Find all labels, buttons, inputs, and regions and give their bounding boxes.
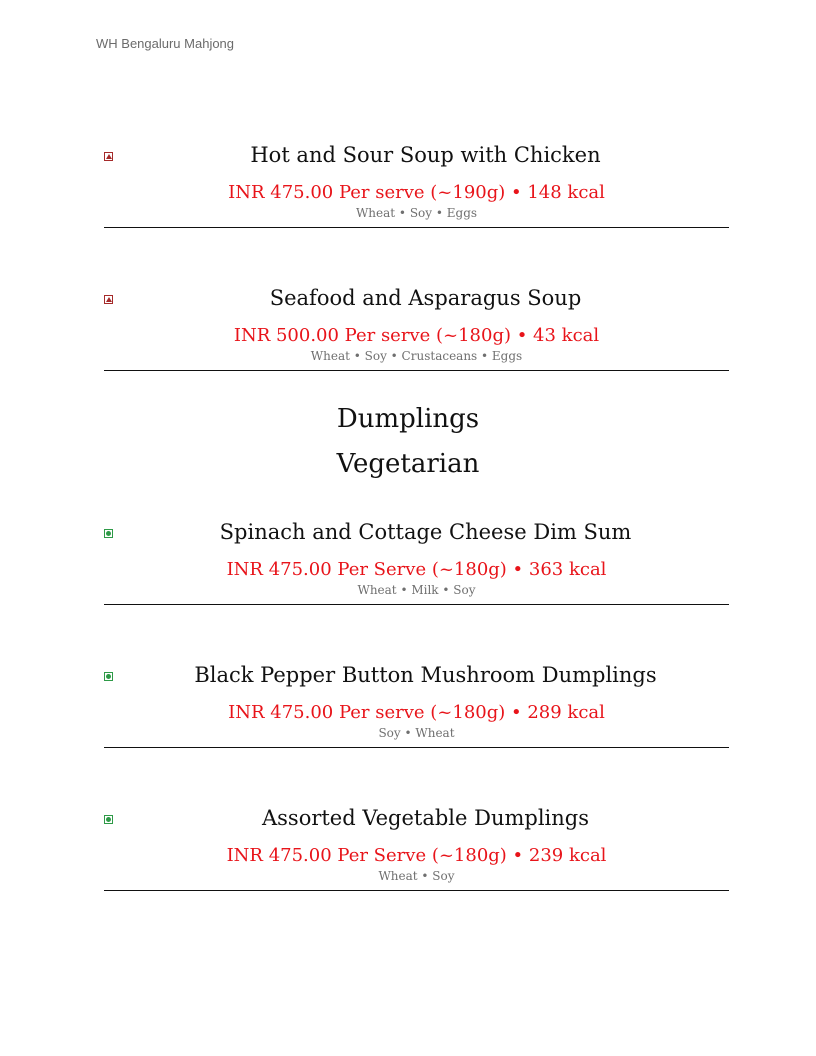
item-allergens: Wheat • Soy • Eggs <box>355 206 478 220</box>
item-name: Seafood and Asparagus Soup <box>269 286 582 310</box>
menu-item <box>104 663 729 783</box>
item-allergens: Wheat • Soy • Crustaceans • Eggs <box>310 349 523 363</box>
divider <box>104 747 729 748</box>
menu-item <box>104 143 729 263</box>
item-allergens: Wheat • Soy <box>378 869 455 883</box>
item-name: Spinach and Cottage Cheese Dim Sum <box>219 520 632 544</box>
menu-item <box>104 286 729 406</box>
divider <box>104 604 729 605</box>
item-price: INR 500.00 Per serve (~180g) • 43 kcal <box>233 325 600 346</box>
item-allergens: Wheat • Milk • Soy <box>357 583 476 597</box>
menu-item <box>104 806 729 926</box>
item-price: INR 475.00 Per serve (~190g) • 148 kcal <box>228 182 605 203</box>
menu-item <box>104 520 729 640</box>
item-price: INR 475.00 Per serve (~180g) • 289 kcal <box>228 702 605 723</box>
item-price: INR 475.00 Per Serve (~180g) • 239 kcal <box>226 845 607 866</box>
divider <box>104 370 729 371</box>
divider <box>104 227 729 228</box>
page-header: WH Bengaluru Mahjong <box>96 36 235 51</box>
item-name: Hot and Sour Soup with Chicken <box>250 143 601 167</box>
item-allergens: Soy • Wheat <box>378 726 455 740</box>
item-name: Assorted Vegetable Dumplings <box>261 806 590 830</box>
item-price: INR 475.00 Per Serve (~180g) • 363 kcal <box>226 559 607 580</box>
subcategory-heading: Vegetarian <box>336 449 480 479</box>
category-heading: Dumplings <box>336 404 480 434</box>
item-name: Black Pepper Button Mushroom Dumplings <box>194 663 657 687</box>
divider <box>104 890 729 891</box>
